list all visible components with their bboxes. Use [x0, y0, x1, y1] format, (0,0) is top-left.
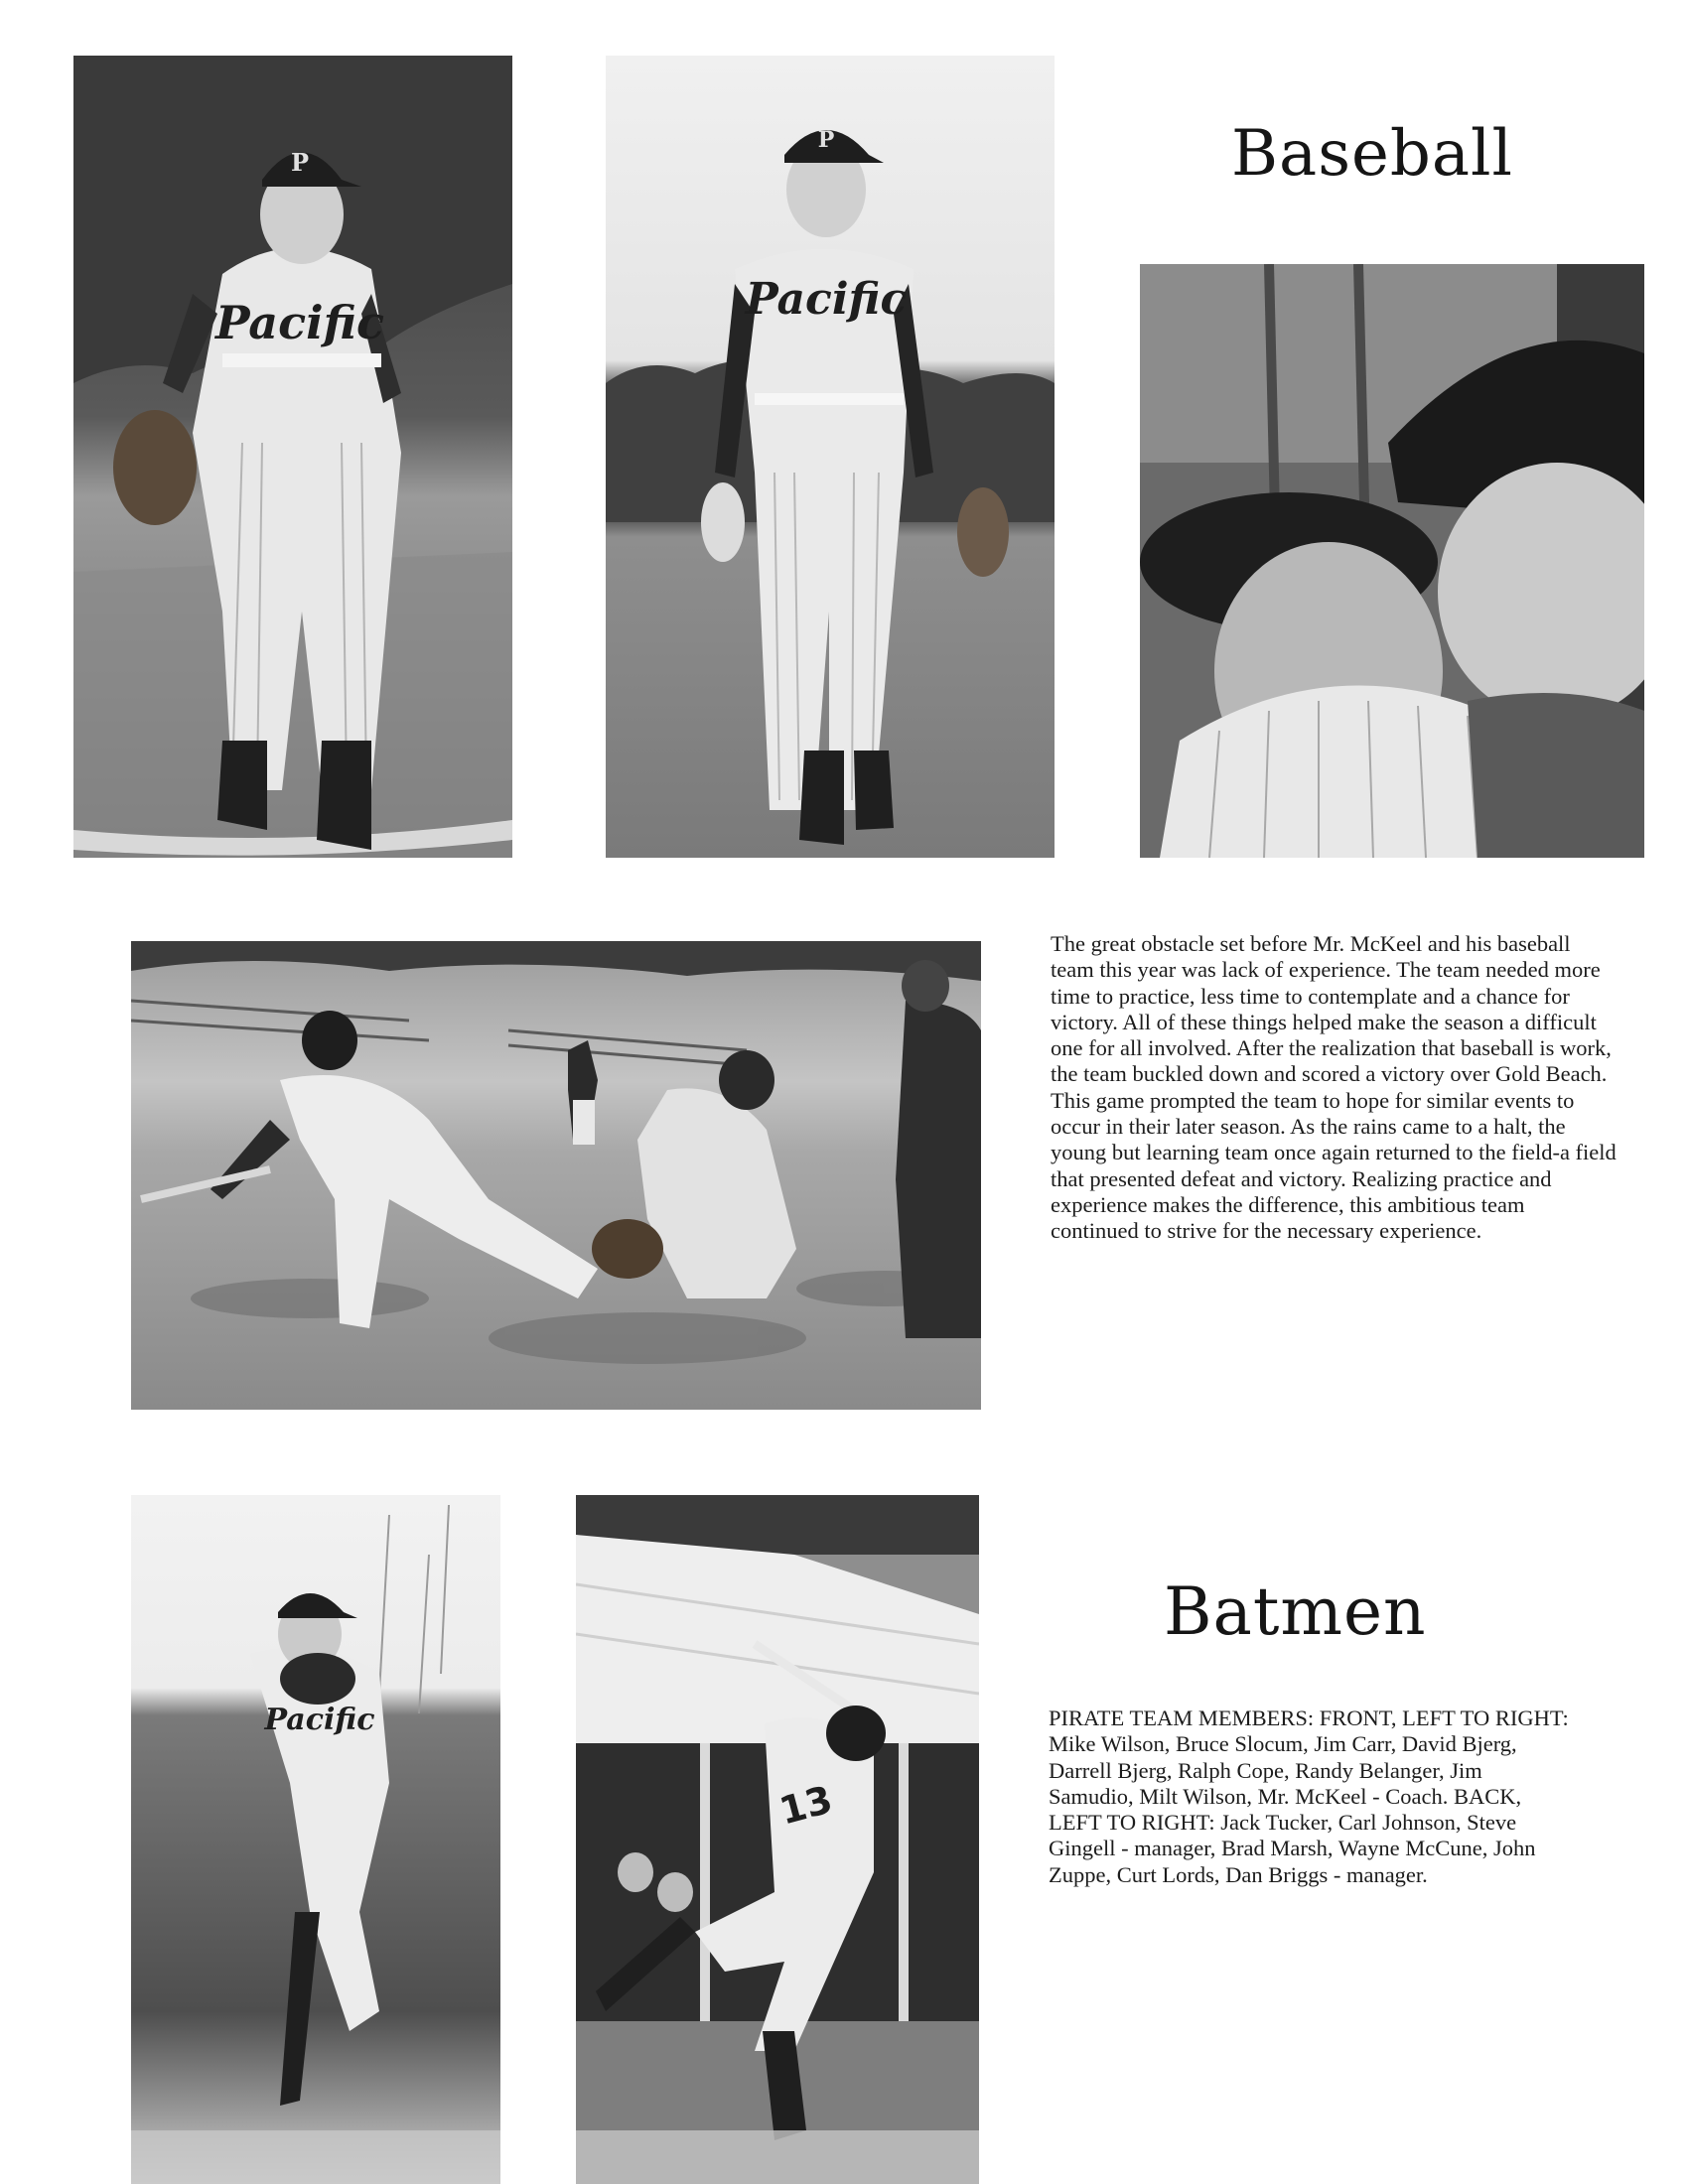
- photo-pitcher-with-glove: [73, 56, 512, 858]
- jersey-number: 13: [774, 1777, 837, 1834]
- cap-letter-2: P: [817, 127, 835, 153]
- photo-pitcher-windup: [131, 1495, 500, 2184]
- photo-batter-swinging: [576, 1495, 979, 2184]
- section-title-batmen: Batmen: [1164, 1573, 1427, 1650]
- photo-player-walking: [606, 56, 1055, 858]
- roster-lead: PIRATE TEAM MEMBERS:: [1049, 1706, 1315, 1730]
- jersey-wordmark-3: Pacific: [264, 1703, 375, 1737]
- photo-dugout-closeup: [1140, 264, 1644, 858]
- roster-names: FRONT, LEFT TO RIGHT: Mike Wilson, Bruce Slocum, Jim Carr, David Bjerg, Darrell Bjerg, Ralph Cope, Randy Belanger, Jim Samudio, Milt Wilson, Mr. McKeel - Coach. BACK, LEFT TO RIGHT: Jack Tucker, Carl Johnson, Steve Gingell - manager, Brad Marsh, Wayne McCune, John Zuppe, Curt Lords, Dan Briggs - manager.: [1049, 1706, 1569, 1887]
- story-paragraph: The great obstacle set before Mr. McKeel and his baseball team this year was lack of experience. The team needed more time to practice, less time to contemplate and a chance for victory. All of these things helped make the season a difficult one for all involved. After the realization that baseball is work, the team buckled down and scored a victory over Gold Beach. This game prompted the team to hope for similar events to occur in their later season. As the rains came to a halt, the young but learning team once again returned to the field-a field that presented defeat and victory. Realizing practice and experience makes the difference, this ambitious team continued to strive for the necessary experience.: [1051, 931, 1617, 1244]
- jersey-wordmark: Pacific: [214, 296, 385, 349]
- cap-letter: P: [290, 148, 310, 177]
- photo-game-action-home-plate: [131, 941, 981, 1410]
- roster-caption: [1049, 1706, 1569, 1888]
- jersey-wordmark-2: Pacific: [745, 274, 908, 325]
- page-title-baseball: Baseball: [1231, 117, 1513, 191]
